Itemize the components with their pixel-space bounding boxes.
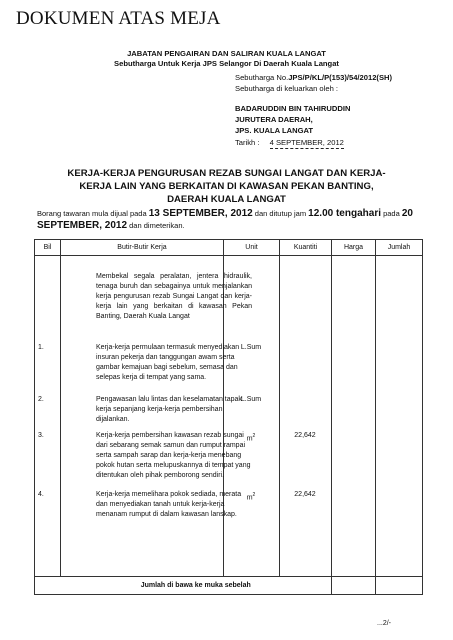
col-header-description: Butir-Butir Kerja: [61, 240, 224, 256]
item-unit-exponent: 2: [252, 433, 256, 439]
item-description: Kerja-kerja memelihara pokok sediada, merata dan menyediakan tanah untuk kerja-kerja menanam rumput di dalam kawasan lanskap.: [96, 491, 242, 518]
item-number: 1.: [38, 344, 44, 351]
reference-label: Sebutharga No.: [235, 73, 289, 82]
sale-paragraph: [37, 208, 417, 232]
item-number: 3.: [38, 432, 44, 439]
item-unit: [223, 490, 279, 503]
work-heading: [40, 167, 413, 206]
item-description: Pengawasan lalu lintas dan keselamatan tapak kerja sepanjang kerja-kerja pembersihan dijalankan.: [96, 396, 242, 423]
reference-number-line: [235, 73, 392, 82]
sale-close-time: 12.00 tengahari: [308, 208, 381, 219]
date-label: Tarikh :: [235, 138, 260, 147]
reference-number: JPS/P/KL/P(153)/54/2012(SH): [288, 73, 393, 82]
sale-on: pada: [383, 209, 400, 218]
quantity-cell: [280, 256, 332, 577]
date-underline: [270, 148, 344, 149]
department-name: JABATAN PENGAIRAN DAN SALIRAN KUALA LANGAT: [127, 49, 326, 58]
issued-by-label: Sebutharga di keluarkan oleh :: [235, 84, 339, 93]
item-quantity: 22,642: [294, 491, 316, 498]
work-heading-line: KERJA-KERJA PENGURUSAN REZAB SUNGAI LANGAT DAN KERJA-: [67, 168, 386, 179]
col-header-price: Harga: [332, 240, 376, 256]
item-unit-text: m: [246, 494, 253, 502]
item-unit: L.Sum: [240, 396, 262, 403]
item-unit: L.Sum: [240, 344, 262, 351]
item-unit-exponent: 2: [252, 492, 256, 498]
item-number: 4.: [38, 491, 44, 498]
footer-spacer: [35, 577, 61, 595]
work-heading-line: DAERAH KUALA LANGAT: [167, 194, 286, 205]
intro-description: Membekal segala peralatan, jentera hidraulik, tenaga buruh dan sebagainya untuk menjalankan kerja pengurusan rezab Sungai Langat dan kerja-kerja lain yang berkaitan di kawasan Pekan Banting, Daerah Kuala Langat: [96, 273, 252, 320]
item-quantity: 22,642: [294, 432, 316, 439]
office-name: JPS. KUALA LANGAT: [235, 126, 314, 135]
total-cell: [376, 256, 423, 577]
work-heading-line: KERJA LAIN YANG BERKAITAN DI KAWASAN PEKAN BANTING,: [79, 181, 374, 192]
item-unit-text: m: [246, 435, 253, 443]
table-footer-row: [35, 577, 423, 595]
price-cell: [332, 256, 376, 577]
table-header-row: [35, 240, 423, 256]
date-line: [235, 138, 344, 147]
item-description: Kerja-kerja permulaan termasuk menyediakan insuran pekerja dan tanggungan awam serta gambar kemajuan bagi sebelum, semasa dan selepas kerja di tempat yang sama.: [96, 344, 240, 381]
sale-closing-text: dan ditutup jam: [254, 209, 307, 218]
document-title: DOKUMEN ATAS MEJA: [16, 8, 221, 29]
col-header-quantity: Kuantiti: [280, 240, 332, 256]
col-header-unit: Unit: [224, 240, 280, 256]
sale-start-date: 13 SEPTEMBER, 2012: [148, 208, 253, 219]
sale-end-date: 20 SEPTEMBER, 2012: [37, 208, 413, 231]
quotation-subheading: Sebutharga Untuk Kerja JPS Selangor Di Daerah Kuala Langat: [114, 59, 339, 68]
carried-forward-label: Jumlah di bawa ke muka sebelah: [61, 577, 332, 595]
officer-name: BADARUDDIN BIN TAHIRUDDIN: [235, 104, 351, 113]
page-indicator: ...2/-: [377, 620, 392, 627]
footer-price-cell: [332, 577, 376, 595]
item-unit: [223, 431, 279, 444]
item-description: Kerja-kerja pembersihan kawasan rezab sungai dari sebarang semak samun dan rumput rampai serta sampah sarap dan kerja-kerja menebang pokok hutan serta melupuskannya di tempat yang ditentukan oleh pihak pemborong sendiri.: [96, 432, 251, 479]
sale-intro: Borang tawaran mula dijual pada: [37, 209, 147, 218]
bil-cell: [35, 256, 61, 577]
issue-date: 4 SEPTEMBER, 2012: [269, 138, 344, 147]
col-header-total: Jumlah: [376, 240, 423, 256]
officer-title: JURUTERA DAERAH,: [235, 115, 313, 124]
footer-total-cell: [376, 577, 423, 595]
col-header-bil: Bil: [35, 240, 61, 256]
item-number: 2.: [38, 396, 44, 403]
sale-tail: dan dimeterikan.: [129, 221, 185, 230]
